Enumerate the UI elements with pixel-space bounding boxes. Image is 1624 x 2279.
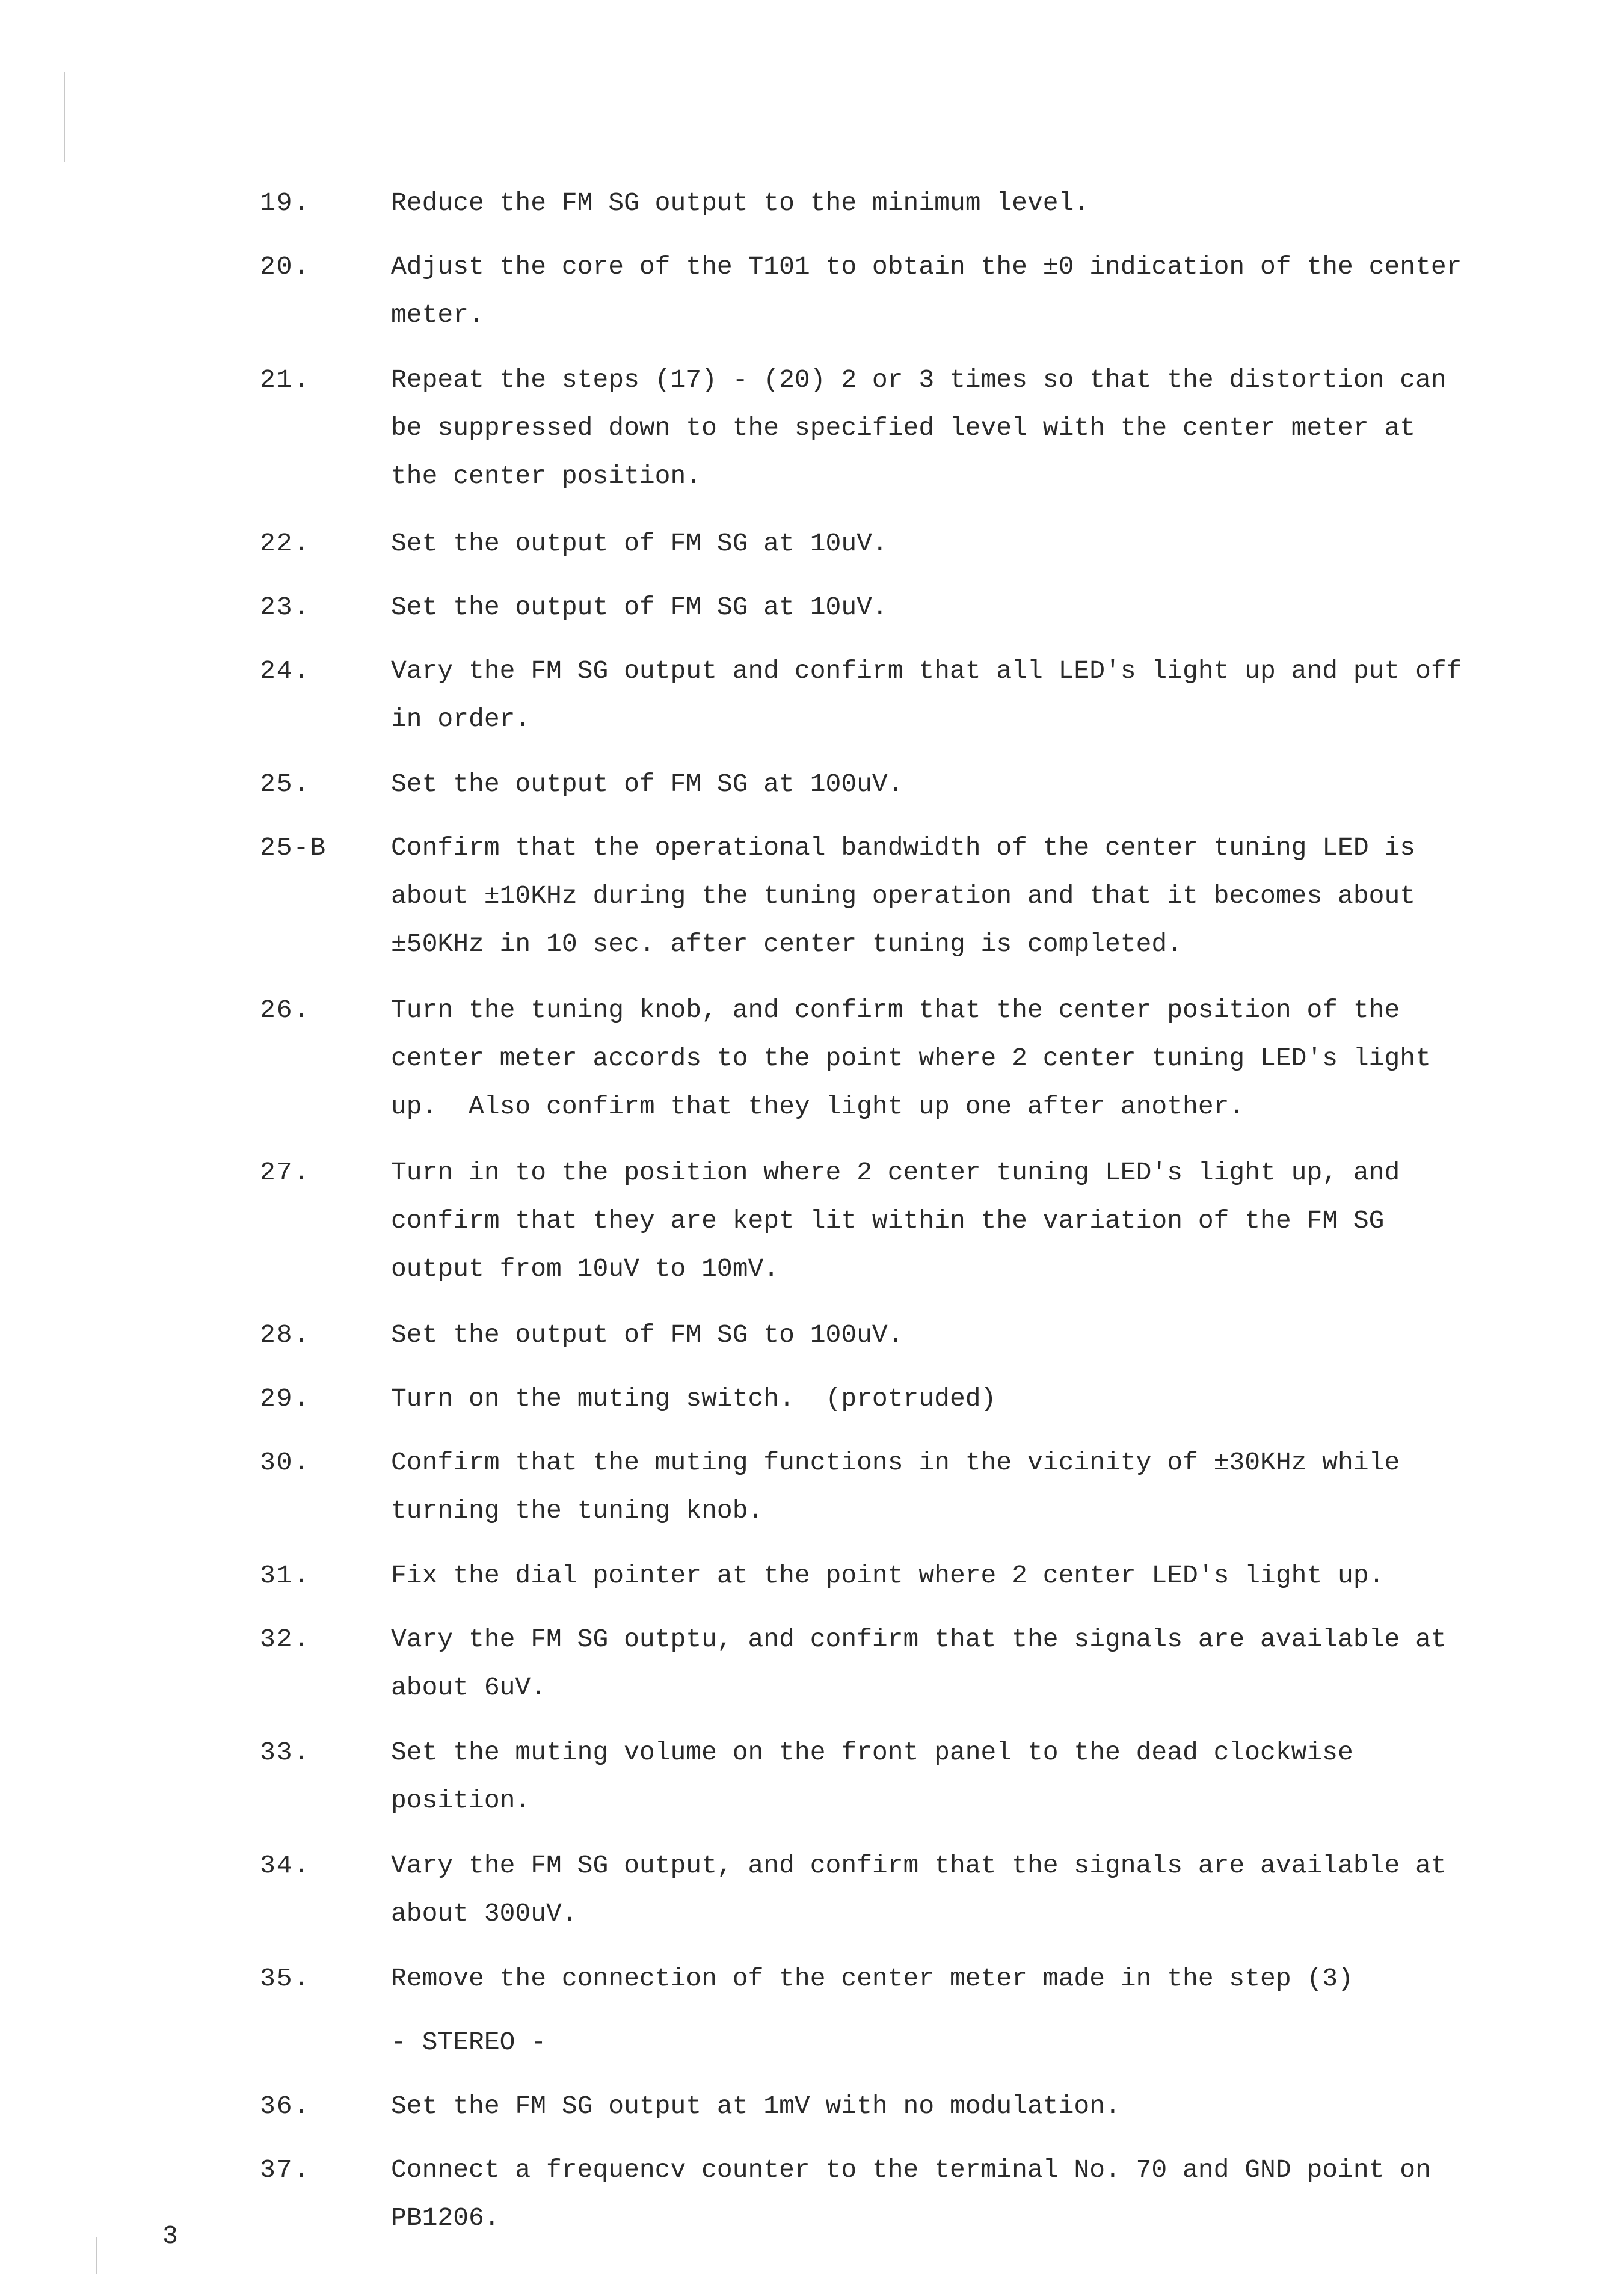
step-number: 26.	[260, 995, 310, 1025]
step-number: 19.	[260, 188, 310, 218]
step-text: Reduce the FM SG output to the minimum level.	[391, 188, 1090, 218]
step-text: Vary the FM SG output and confirm that all LED's light up and put off in order.	[391, 656, 1462, 734]
section-heading-stereo: - STEREO -	[391, 2028, 547, 2057]
step-text: Set the output of FM SG at 100uV.	[391, 769, 903, 799]
step-text: Connect a frequencv counter to the terminal No. 70 and GND point on PB1206.	[391, 2155, 1431, 2233]
step-number: 27.	[260, 1158, 310, 1187]
step-number: 32.	[260, 1625, 310, 1654]
scan-margin-mark	[64, 72, 65, 162]
step-text: Set the output of FM SG to 100uV.	[391, 1320, 903, 1350]
step-text: Set the FM SG output at 1mV with no modulation.	[391, 2091, 1121, 2121]
step-text: Set the output of FM SG at 10uV.	[391, 529, 888, 558]
step-number: 30.	[260, 1448, 310, 1477]
step-number: 23.	[260, 592, 310, 622]
step-text: Confirm that the operational bandwidth of the center tuning LED is about ±10KHz during the tuning operation and that it becomes about ±50KHz in 10 sec. after center tuning is completed.	[391, 833, 1416, 959]
step-text: Remove the connection of the center meter made in the step (3)	[391, 1964, 1353, 1993]
step-text: Adjust the core of the T101 to obtain the ±0 indication of the center meter.	[391, 252, 1462, 330]
step-number: 28.	[260, 1320, 310, 1350]
step-text: Confirm that the muting functions in the vicinity of ±30KHz while turning the tuning knob.	[391, 1448, 1400, 1525]
step-text: Set the muting volume on the front panel to the dead clockwise position.	[391, 1738, 1353, 1815]
step-text: Turn in to the position where 2 center tuning LED's light up, and confirm that they are kept lit within the variation of the FM SG output from 10uV to 10mV.	[391, 1158, 1400, 1284]
step-text: Turn the tuning knob, and confirm that the center position of the center meter accords to the point where 2 center tuning LED's light up. Also confirm that they light up one after another.	[391, 995, 1431, 1121]
step-text: Vary the FM SG output, and confirm that the signals are available at about 300uV.	[391, 1851, 1447, 1928]
step-number: 25.	[260, 769, 310, 799]
step-text: Turn on the muting switch. (protruded)	[391, 1384, 997, 1413]
step-number: 25-B	[260, 833, 327, 863]
step-number: 21.	[260, 365, 310, 395]
step-number: 37.	[260, 2155, 310, 2185]
step-number: 22.	[260, 529, 310, 558]
step-text: Vary the FM SG outptu, and confirm that the signals are available at about 6uV.	[391, 1625, 1447, 1702]
scan-margin-mark	[96, 2237, 97, 2274]
step-number: 24.	[260, 656, 310, 686]
step-text: Repeat the steps (17) - (20) 2 or 3 times so that the distortion can be suppressed down to the specified level with the center meter at the center position.	[391, 365, 1447, 491]
step-number: 20.	[260, 252, 310, 281]
page-number: 3	[162, 2221, 178, 2251]
step-number: 36.	[260, 2091, 310, 2121]
step-number: 35.	[260, 1964, 310, 1993]
step-number: 29.	[260, 1384, 310, 1413]
step-number: 31.	[260, 1561, 310, 1590]
step-text: Set the output of FM SG at 10uV.	[391, 592, 888, 622]
step-number: 33.	[260, 1738, 310, 1767]
step-number: 34.	[260, 1851, 310, 1880]
step-text: Fix the dial pointer at the point where 2 center LED's light up.	[391, 1561, 1385, 1590]
